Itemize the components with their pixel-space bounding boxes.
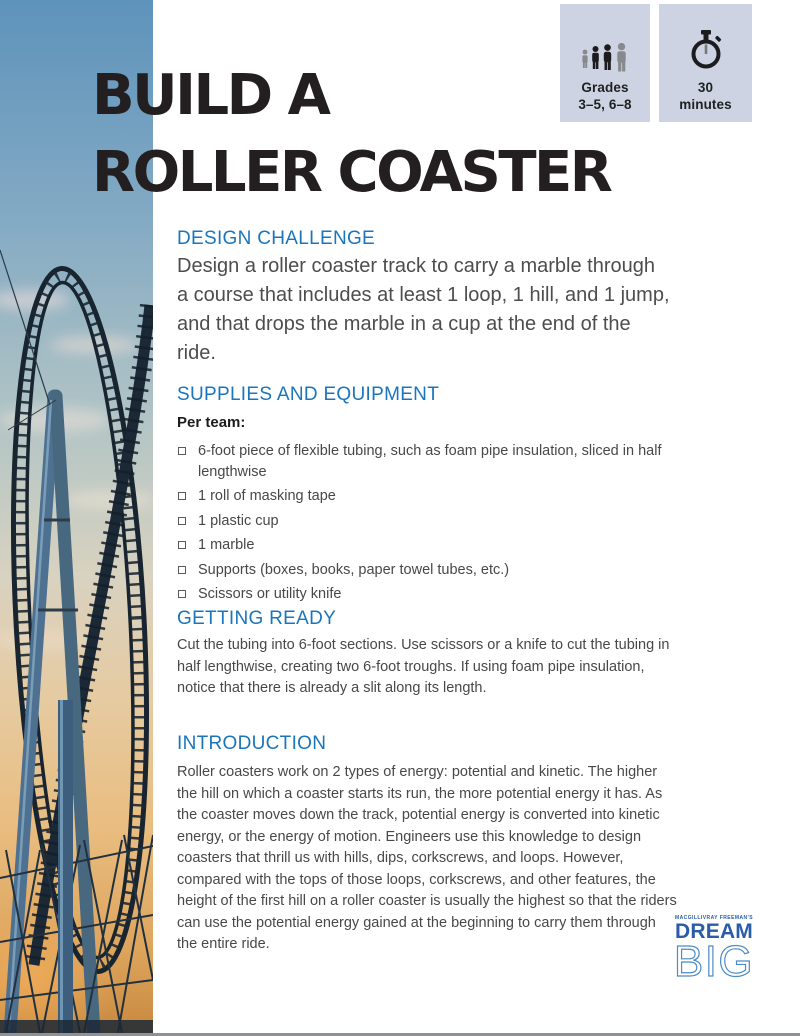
grades-badge-label [578, 80, 631, 113]
page-title-line2: ROLLER COASTER [92, 140, 611, 205]
people-icon [578, 43, 632, 77]
supplies-list-item: 1 plastic cup [177, 511, 667, 532]
logo-word-dream: DREAM [675, 920, 753, 943]
time-badge-line1: 30 [697, 80, 714, 95]
supplies-list [177, 441, 667, 609]
design-challenge-body: Design a roller coaster track to carry a marble through a course that includes at least 1 loop, 1 hill, and 1 jump, and that drops the marble in a cup at the end of the ride. [177, 255, 670, 364]
supplies-list-item: Scissors or utility knife [177, 584, 667, 605]
grades-badge [560, 4, 650, 122]
page-title-line1: BUILD A [92, 63, 329, 128]
dream-big-logo [672, 915, 756, 986]
grades-badge-line2: 3–5, 6–8 [578, 96, 632, 112]
time-badge [659, 4, 752, 122]
design-challenge-heading: DESIGN CHALLENGE [177, 228, 376, 249]
getting-ready-body: Cut the tubing into 6-foot sections. Use scissors or a knife to cut the tubing in half lengthwise, creating two 6-foot troughs. If using foam pipe insulation, notice that there is already a slit along its length. [177, 637, 670, 696]
logo-word-big: BIG [673, 937, 755, 986]
grades-badge-line1: Grades [581, 80, 629, 95]
supplies-list-item: 6-foot piece of flexible tubing, such as foam pipe insulation, sliced in half lengthwise [177, 441, 667, 482]
time-badge-label [679, 80, 731, 113]
supplies-list-item: Supports (boxes, books, paper towel tubes, etc.) [177, 560, 667, 581]
supplies-heading: SUPPLIES AND EQUIPMENT [177, 384, 440, 405]
supplies-subheading: Per team: [177, 414, 246, 431]
introduction-heading: INTRODUCTION [177, 733, 327, 754]
stopwatch-icon [687, 29, 725, 77]
page-title [92, 57, 610, 211]
getting-ready-heading: GETTING READY [177, 608, 337, 629]
introduction-body: Roller coasters work on 2 types of energy: potential and kinetic. The higher the hill on which a coaster starts its run, the more potential energy it has. As the coaster moves down the track, potential energy is converted into kinetic energy, or the energy of motion. Engineers use this knowledge to design coasters that thrill us with hills, dips, corkscrews, and loops. However, compared with the tops of those loops, corkscrews, and other features, the height of the first hill on a roller coaster is usually the highest so that the riders can use the potential energy gained at the beginning to carry them through the entire ride. [177, 764, 677, 952]
supplies-list-item: 1 roll of masking tape [177, 486, 667, 507]
logo-tagline: MACGILLIVRAY FREEMAN'S [674, 915, 754, 921]
supplies-list-item: 1 marble [177, 535, 667, 556]
time-badge-line2: minutes [679, 96, 732, 112]
